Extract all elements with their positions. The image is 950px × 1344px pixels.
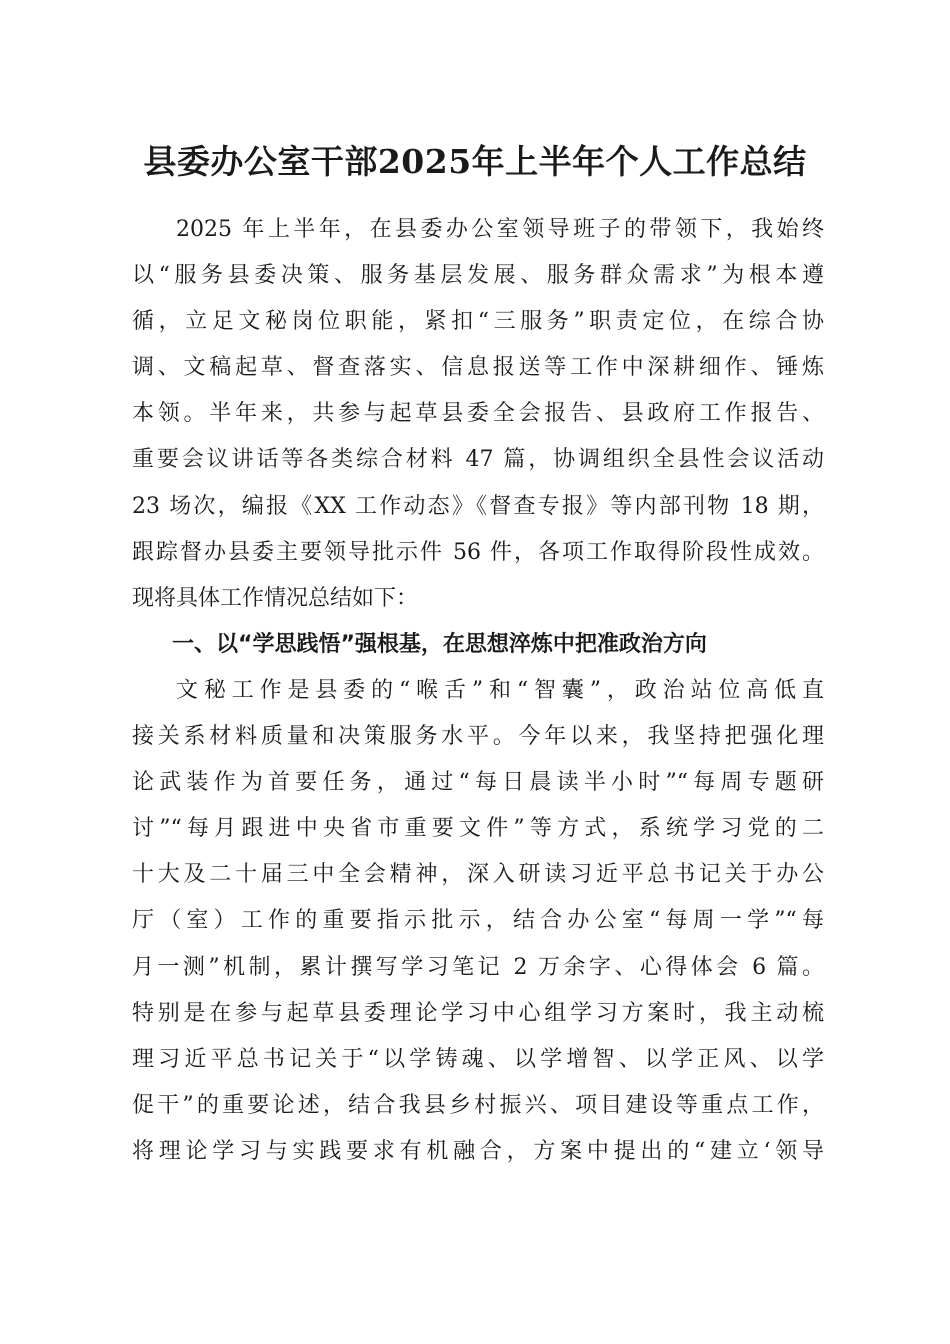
document-title: 县委办公室干部2025年上半年个人工作总结 xyxy=(143,142,807,181)
section-line: 讨”“每月跟进中央省市重要文件”等方式，系统学习党的二 xyxy=(132,816,824,842)
intro-line: 跟踪督办县委主要领导批示件 56 件，各项工作取得阶段性成效。 xyxy=(132,539,824,565)
intro-line: 循，立足文秘岗位职能，紧扣“三服务”职责定位，在综合协 xyxy=(132,309,824,335)
section-line: 论武装作为首要任务，通过“每日晨读半小时”“每周专题研 xyxy=(132,770,824,796)
section-line: 特别是在参与起草县委理论学习中心组学习方案时，我主动梳 xyxy=(132,1000,824,1026)
intro-line: 23 场次，编报《XX 工作动态》《督查专报》等内部刊物 18 期， xyxy=(132,493,824,519)
document-body xyxy=(132,207,824,1175)
intro-line: 重要会议讲话等各类综合材料 47 篇，协调组织全县性会议活动 xyxy=(132,447,824,473)
section-line: 促干”的重要论述，结合我县乡村振兴、项目建设等重点工作， xyxy=(132,1092,824,1118)
intro-line: 现将具体工作情况总结如下： xyxy=(132,585,419,611)
section-line: 月一测”机制，累计撰写学习笔记 2 万余字、心得体会 6 篇。 xyxy=(132,954,824,980)
section-line: 接关系材料质量和决策服务水平。今年以来，我坚持把强化理 xyxy=(132,724,824,750)
intro-line: 调、文稿起草、督查落实、信息报送等工作中深耕细作、锤炼 xyxy=(132,355,824,381)
section-line: 十大及二十届三中全会精神，深入研读习近平总书记关于办公 xyxy=(132,862,824,888)
section-line: 文秘工作是县委的“喉舌”和“智囊”，政治站位高低直 xyxy=(176,677,824,703)
section-line: 厅（室）工作的重要指示批示，结合办公室“每周一学”“每 xyxy=(132,908,824,934)
section-heading: 一、以“学思践悟”强根基，在思想淬炼中把准政治方向 xyxy=(172,631,707,657)
section-line: 理习近平总书记关于“以学铸魂、以学增智、以学正风、以学 xyxy=(132,1046,824,1072)
intro-line: 2025 年上半年，在县委办公室领导班子的带领下，我始终 xyxy=(176,217,824,242)
section-line: 将理论学习与实践要求有机融合，方案中提出的“建立‘领导 xyxy=(132,1138,824,1164)
intro-line: 以“服务县委决策、服务基层发展、服务群众需求”为根本遵 xyxy=(132,263,824,289)
intro-line: 本领。半年来，共参与起草县委全会报告、县政府工作报告、 xyxy=(132,401,824,427)
